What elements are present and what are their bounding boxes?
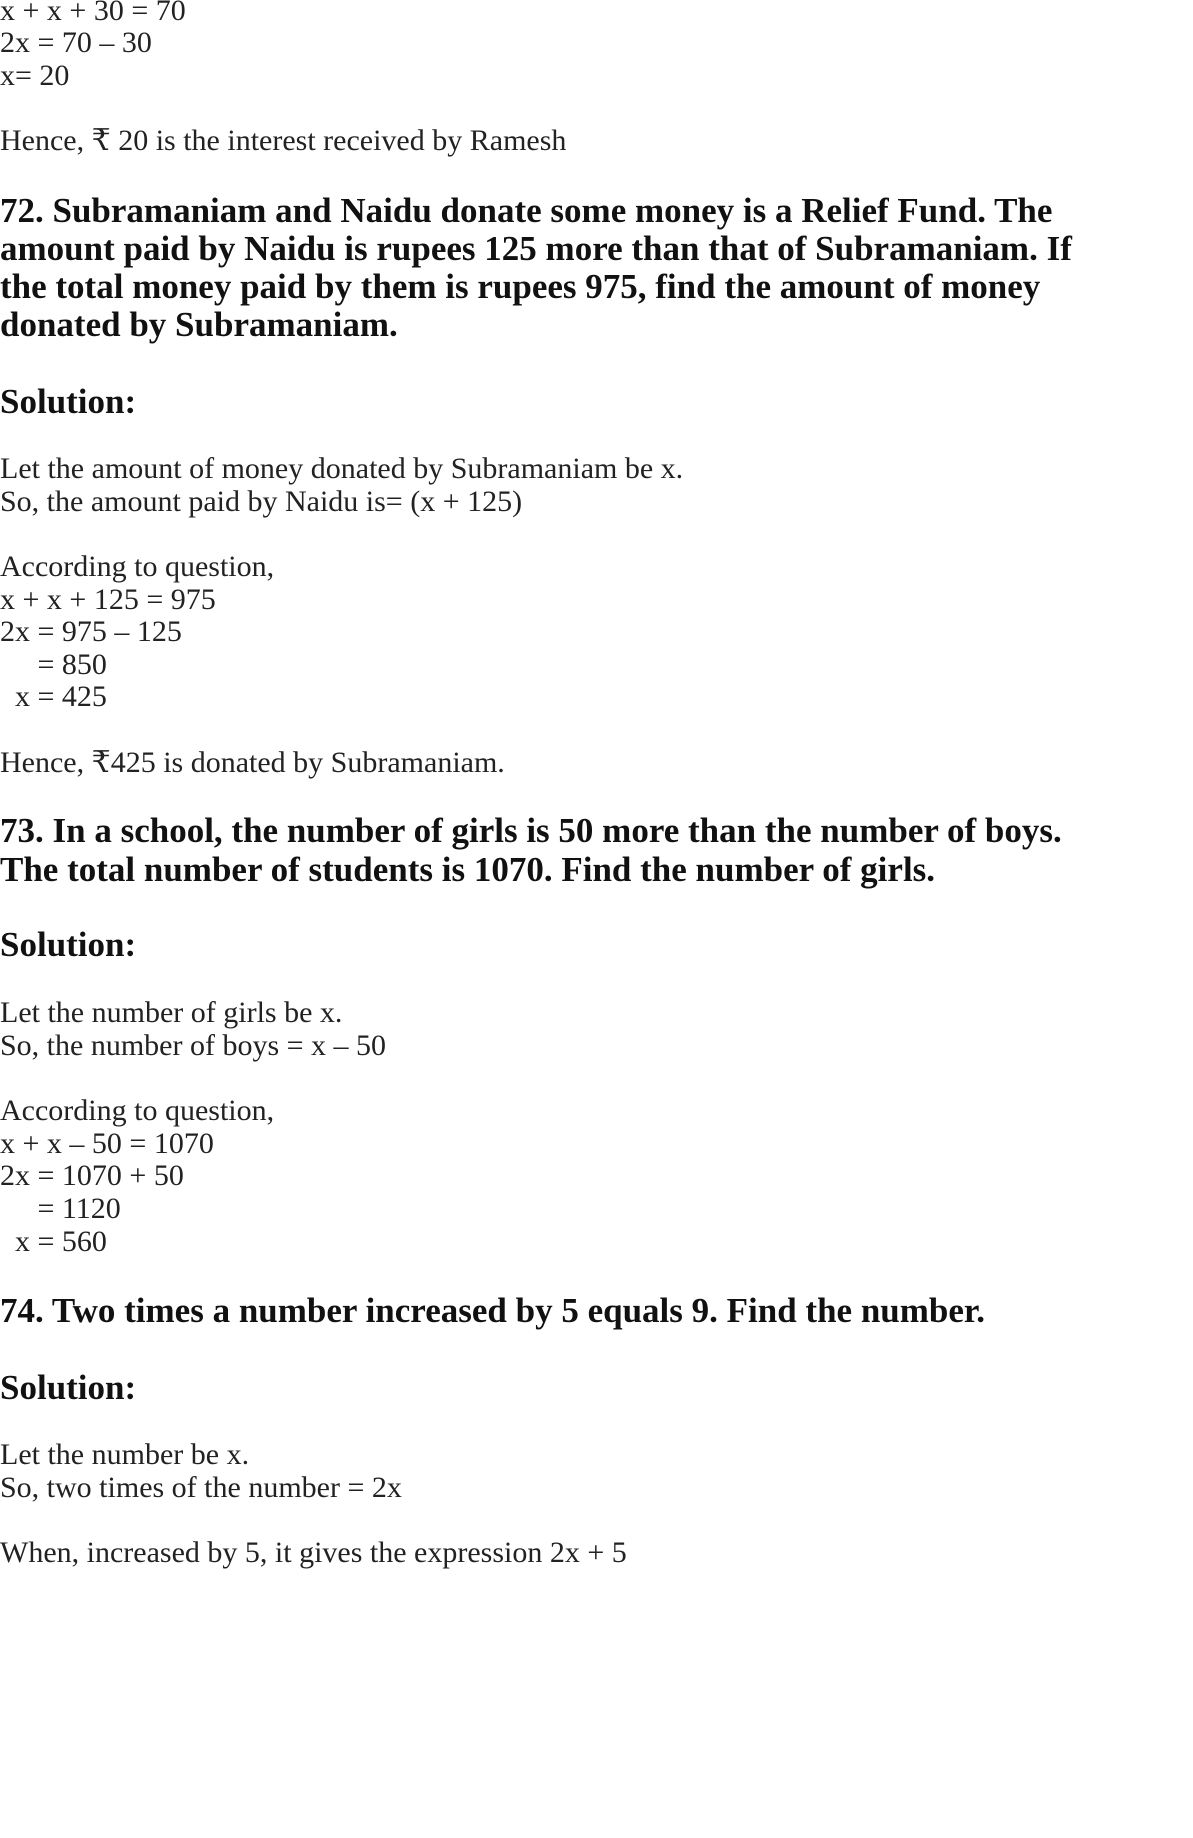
question-73-line: 73. In a school, the number of girls is 50 more than the number of boys. (0, 811, 1062, 850)
solution-line: According to question, (0, 550, 275, 583)
solution-heading: Solution: (0, 1368, 137, 1407)
solution-heading: Solution: (0, 925, 137, 964)
equation-line: x= 20 (0, 59, 70, 92)
equation-line: 2x = 975 – 125 (0, 615, 182, 648)
question-72-line: the total money paid by them is rupees 975, find the amount of money (0, 267, 1041, 306)
solution-line: So, the number of boys = x – 50 (0, 1029, 387, 1062)
solution-line: According to question, (0, 1094, 275, 1127)
solution-line: So, the amount paid by Naidu is= (x + 125) (0, 485, 523, 518)
solution-line: So, two times of the number = 2x (0, 1471, 402, 1504)
question-72-line: donated by Subramaniam. (0, 305, 398, 344)
equation-line: x = 560 (0, 1225, 107, 1258)
solution-heading: Solution: (0, 382, 137, 421)
conclusion-text: Hence, ₹ 20 is the interest received by Ramesh (0, 124, 567, 157)
equation-line: x + x + 125 = 975 (0, 583, 216, 616)
equation-line: 2x = 70 – 30 (0, 26, 152, 59)
solution-line: Let the number be x. (0, 1438, 250, 1471)
question-72-line: amount paid by Naidu is rupees 125 more than that of Subramaniam. If (0, 229, 1072, 268)
equation-line: x + x – 50 = 1070 (0, 1127, 214, 1160)
equation-line: x = 425 (0, 680, 107, 713)
equation-line: x + x + 30 = 70 (0, 0, 186, 27)
question-72-line: 72. Subramaniam and Naidu donate some money is a Relief Fund. The (0, 191, 1053, 230)
solution-line: Let the number of girls be x. (0, 996, 343, 1029)
solution-line: Let the amount of money donated by Subramaniam be x. (0, 452, 684, 485)
question-73-line: The total number of students is 1070. Find the number of girls. (0, 850, 936, 889)
conclusion-text: Hence, ₹425 is donated by Subramaniam. (0, 746, 505, 779)
equation-line: = 1120 (0, 1192, 121, 1225)
equation-line: = 850 (0, 648, 107, 681)
solution-line: When, increased by 5, it gives the expression 2x + 5 (0, 1536, 627, 1569)
equation-line: 2x = 1070 + 50 (0, 1159, 184, 1192)
question-74-line: 74. Two times a number increased by 5 equals 9. Find the number. (0, 1291, 985, 1330)
